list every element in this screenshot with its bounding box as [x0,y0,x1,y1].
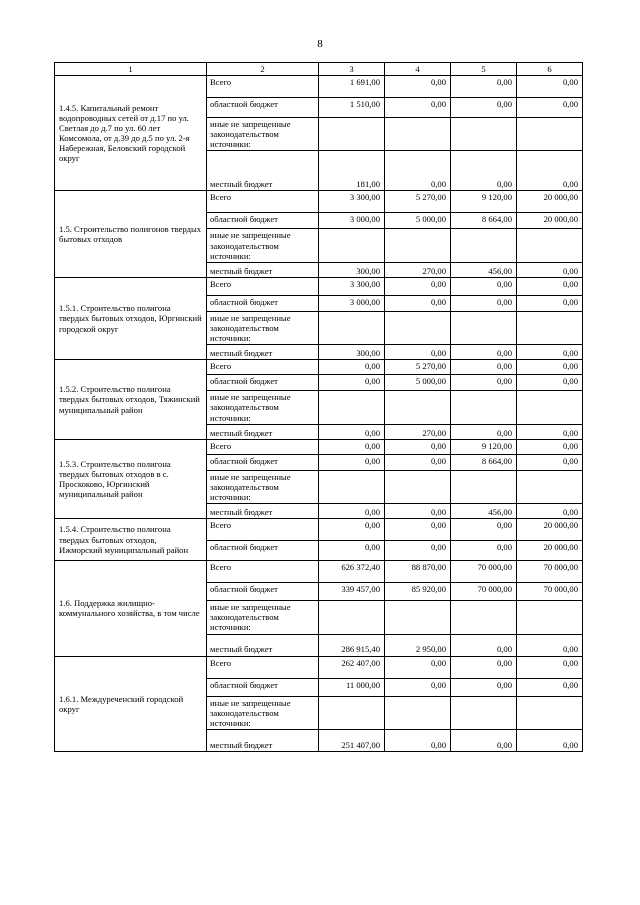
source-label: местный бюджет [207,262,319,277]
value-cell: 3 300,00 [319,191,385,213]
value-cell: 0,00 [319,424,385,439]
source-label: Всего [207,191,319,213]
value-cell [451,229,517,262]
table-row [55,277,583,295]
value-cell [451,391,517,424]
value-cell: 0,00 [385,76,451,98]
value-cell: 0,00 [385,454,451,470]
value-cell: 286 915,40 [319,634,385,656]
value-cell: 456,00 [451,504,517,519]
value-cell: 0,00 [451,345,517,360]
value-cell [517,696,583,729]
source-label: местный бюджет [207,345,319,360]
source-label: иные не запрещенные законодательством источники: [207,391,319,424]
value-cell: 0,00 [517,634,583,656]
value-cell: 0,00 [451,634,517,656]
value-cell: 0,00 [451,295,517,311]
value-cell [451,311,517,344]
header-cell: 6 [517,63,583,76]
value-cell: 0,00 [451,277,517,295]
value-cell: 0,00 [319,360,385,375]
value-cell: 0,00 [517,277,583,295]
value-cell: 20 000,00 [517,541,583,561]
source-label: Всего [207,519,319,541]
value-cell: 3 300,00 [319,277,385,295]
value-cell: 270,00 [385,424,451,439]
source-label: местный бюджет [207,424,319,439]
value-cell: 181,00 [319,151,385,191]
value-cell: 5 270,00 [385,360,451,375]
value-cell: 262 407,00 [319,656,385,678]
value-cell: 0,00 [385,98,451,118]
source-label: иные не запрещенные законодательством источники: [207,118,319,151]
value-cell: 0,00 [517,424,583,439]
table-row [55,561,583,583]
value-cell: 20 000,00 [517,519,583,541]
value-cell [319,311,385,344]
value-cell [319,229,385,262]
value-cell [451,696,517,729]
section-name: 1.6. Поддержка жилищно-коммунального хозяйства, в том числе [55,561,207,656]
value-cell [319,391,385,424]
source-label: местный бюджет [207,151,319,191]
value-cell: 456,00 [451,262,517,277]
value-cell: 9 120,00 [451,191,517,213]
value-cell: 70 000,00 [517,583,583,601]
source-label: иные не запрещенные законодательством источники: [207,229,319,262]
value-cell: 0,00 [451,656,517,678]
value-cell [385,601,451,634]
value-cell: 2 950,00 [385,634,451,656]
value-cell: 9 120,00 [451,439,517,454]
value-cell [517,391,583,424]
value-cell: 251 407,00 [319,729,385,751]
value-cell: 70 000,00 [451,583,517,601]
value-cell: 8 664,00 [451,454,517,470]
value-cell: 3 000,00 [319,295,385,311]
table-row [55,76,583,98]
section-name: 1.4.5. Капитальный ремонт водопроводных сетей от д.17 по ул. Светлая до д.7 по ул. 60 лет Комсомола, от д.39 до д.5 по ул. 2-я Набережная, Беловский городской округ [55,76,207,191]
value-cell [451,601,517,634]
value-cell [385,118,451,151]
table-row [55,191,583,213]
header-cell: 2 [207,63,319,76]
source-label: областной бюджет [207,213,319,229]
table-row [55,656,583,678]
value-cell: 0,00 [385,277,451,295]
source-label: местный бюджет [207,634,319,656]
value-cell [319,601,385,634]
section-name: 1.5.3. Строительство полигона твердых бытовых отходов в с. Проскоково, Юргинский муниципальный район [55,439,207,518]
value-cell [517,601,583,634]
value-cell: 11 000,00 [319,678,385,696]
value-cell: 20 000,00 [517,213,583,229]
section-name: 1.5. Строительство полигонов твердых бытовых отходов [55,191,207,277]
source-label: Всего [207,561,319,583]
value-cell: 20 000,00 [517,191,583,213]
source-label: Всего [207,360,319,375]
source-label: иные не запрещенные законодательством источники: [207,311,319,344]
value-cell: 5 000,00 [385,213,451,229]
value-cell: 0,00 [451,678,517,696]
value-cell: 0,00 [517,360,583,375]
value-cell: 0,00 [385,345,451,360]
value-cell: 339 457,00 [319,583,385,601]
value-cell: 0,00 [319,519,385,541]
value-cell: 1 691,00 [319,76,385,98]
source-label: Всего [207,656,319,678]
value-cell: 5 270,00 [385,191,451,213]
value-cell [517,470,583,503]
value-cell: 0,00 [451,76,517,98]
source-label: иные не запрещенные законодательством источники: [207,470,319,503]
value-cell: 0,00 [451,519,517,541]
value-cell: 0,00 [319,454,385,470]
value-cell: 270,00 [385,262,451,277]
value-cell: 88 870,00 [385,561,451,583]
value-cell: 70 000,00 [451,561,517,583]
value-cell: 300,00 [319,345,385,360]
value-cell: 5 000,00 [385,375,451,391]
value-cell: 0,00 [517,729,583,751]
header-cell: 3 [319,63,385,76]
header-row [55,63,583,76]
value-cell [517,311,583,344]
section-name: 1.5.2. Строительство полигона твердых бытовых отходов, Тяжинский муниципальный район [55,360,207,439]
table-row [55,360,583,375]
source-label: Всего [207,277,319,295]
header-cell: 1 [55,63,207,76]
value-cell: 0,00 [517,262,583,277]
value-cell: 0,00 [385,504,451,519]
value-cell: 0,00 [319,504,385,519]
value-cell [385,229,451,262]
value-cell: 8 664,00 [451,213,517,229]
header-cell: 5 [451,63,517,76]
value-cell: 0,00 [451,541,517,561]
value-cell: 0,00 [517,439,583,454]
source-label: областной бюджет [207,583,319,601]
value-cell: 0,00 [517,151,583,191]
source-label: Всего [207,76,319,98]
value-cell: 0,00 [451,360,517,375]
value-cell: 70 000,00 [517,561,583,583]
value-cell [385,391,451,424]
value-cell: 0,00 [517,345,583,360]
value-cell: 0,00 [385,439,451,454]
value-cell: 0,00 [517,656,583,678]
value-cell [451,118,517,151]
value-cell: 0,00 [385,656,451,678]
value-cell [451,470,517,503]
section-name: 1.6.1. Междуреченский городской округ [55,656,207,751]
value-cell: 0,00 [451,729,517,751]
value-cell: 0,00 [385,519,451,541]
value-cell: 3 000,00 [319,213,385,229]
value-cell: 0,00 [517,98,583,118]
value-cell: 0,00 [319,541,385,561]
value-cell: 300,00 [319,262,385,277]
value-cell: 0,00 [385,151,451,191]
value-cell: 0,00 [517,454,583,470]
value-cell [319,470,385,503]
table-row [55,439,583,454]
source-label: областной бюджет [207,98,319,118]
page-number: 8 [317,38,323,50]
source-label: иные не запрещенные законодательством источники: [207,696,319,729]
table-row [55,519,583,541]
value-cell: 0,00 [517,295,583,311]
value-cell: 0,00 [517,678,583,696]
source-label: областной бюджет [207,375,319,391]
value-cell: 0,00 [451,375,517,391]
value-cell: 0,00 [385,678,451,696]
source-label: иные не запрещенные законодательством источники: [207,601,319,634]
value-cell: 626 372,40 [319,561,385,583]
value-cell [319,696,385,729]
source-label: областной бюджет [207,678,319,696]
value-cell [385,311,451,344]
value-cell: 85 920,00 [385,583,451,601]
value-cell: 0,00 [385,295,451,311]
header-cell: 4 [385,63,451,76]
value-cell: 0,00 [517,76,583,98]
value-cell: 0,00 [385,541,451,561]
source-label: областной бюджет [207,541,319,561]
value-cell [517,229,583,262]
value-cell [385,696,451,729]
section-name: 1.5.4. Строительство полигона твердых бытовых отходов, Ижморский муниципальный район [55,519,207,561]
section-name: 1.5.1. Строительство полигона твердых бытовых отходов, Юргинский городской округ [55,277,207,359]
value-cell: 0,00 [517,375,583,391]
value-cell [517,118,583,151]
source-label: местный бюджет [207,504,319,519]
value-cell: 0,00 [451,98,517,118]
source-label: областной бюджет [207,295,319,311]
value-cell [319,118,385,151]
source-label: областной бюджет [207,454,319,470]
source-label: Всего [207,439,319,454]
value-cell: 0,00 [451,151,517,191]
value-cell [385,470,451,503]
value-cell: 0,00 [319,439,385,454]
value-cell: 1 510,00 [319,98,385,118]
value-cell: 0,00 [517,504,583,519]
value-cell: 0,00 [319,375,385,391]
value-cell: 0,00 [451,424,517,439]
source-label: местный бюджет [207,729,319,751]
value-cell: 0,00 [385,729,451,751]
budget-table [54,62,583,752]
